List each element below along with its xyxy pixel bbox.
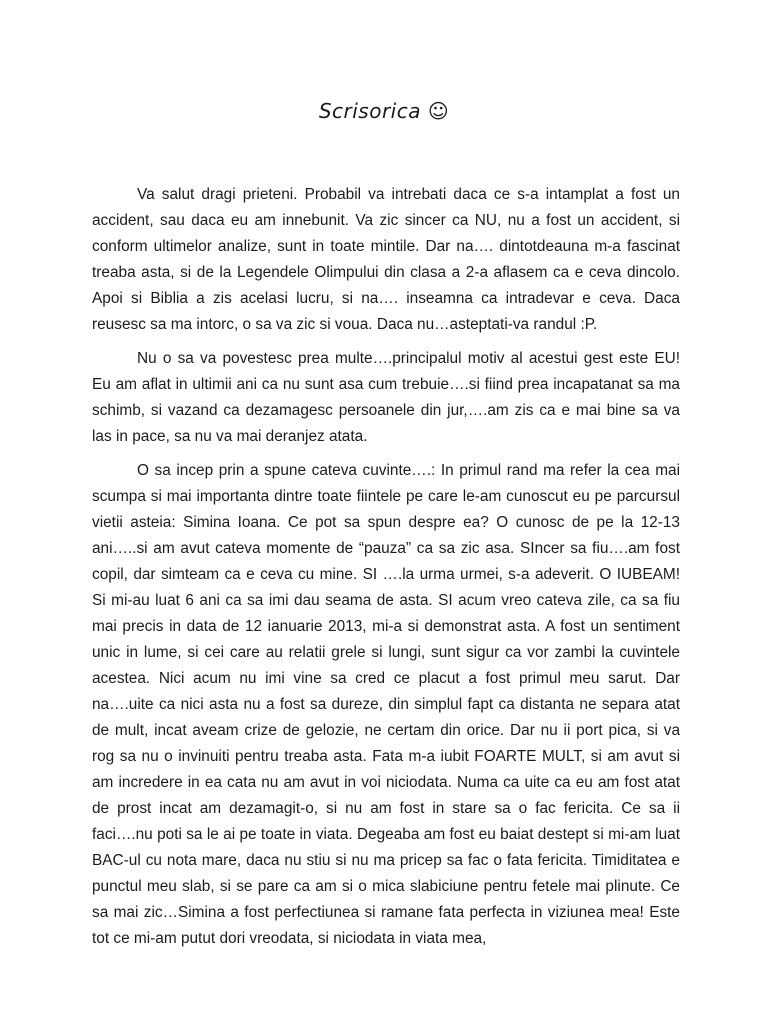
paragraph-2: Nu o sa va povestesc prea multe….principalul motiv al acestui gest este EU! Eu am aflat in ultimii ani ca nu sunt asa cum trebuie….si fiind prea incapatanat sa ma schimb, si vazand ca dezamagesc persoanele din jur,….am zis ca e mai bine sa va las in pace, sa nu va mai deranjez atata. <box>92 350 680 445</box>
document-body <box>92 182 680 952</box>
paragraph-3: O sa incep prin a spune cateva cuvinte….: In primul rand ma refer la cea mai scumpa si mai importanta dintre toate fiintele pe care le-am cunoscut eu pe parcursul vietii asteia: Simina Ioana. Ce pot sa spun despre ea? O cunosc de pe la 12-13 ani…..si am avut cateva momente de “pauza” ca sa zic asa. SIncer sa fiu….am fost copil, dar simteam ca e ceva cu mine. SI ….la urma urmei, s-a adeverit. O IUBEAM! Si mi-au luat 6 ani ca sa imi dau seama de asta. SI acum vreo cateva zile, ca sa fiu mai precis in data de 12 ianuarie 2013, mi-a si demonstrat asta. A fost un sentiment unic in lume, si cei care au relatii grele si lungi, sunt sigur ca vor zambi la cuvintele acestea. Nici acum nu imi vine sa cred ce placut a fost primul meu sarut. Dar na….uite ca nici asta nu a fost sa dureze, din simplul fapt ca distanta ne separa atat de mult, incat aveam crize de gelozie, ne certam din orice. Dar nu ii port pica, si va rog sa nu o invinuiti pentru treaba asta. Fata m-a iubit FOARTE MULT, si am avut si am incredere in ea cata nu am avut in voi niciodata. Numa ca uite ca eu am fost atat de prost incat am dezamagit-o, si nu am fost in stare sa o fac fericita. Ce sa ii faci….nu poti sa le ai pe toate in viata. Degeaba am fost eu baiat destept si mi-am luat BAC-ul cu nota mare, daca nu stiu si nu ma pricep sa fac o fata fericita. Timiditatea e punctul meu slab, si se pare ca am si o mica slabiciune pentru fetele mai plinute. Ce sa mai zic…Simina a fost perfectiunea si ramane fata perfecta in viziunea mea! Este tot ce mi-am putut dori vreodata, si niciodata in viata mea, <box>92 462 680 947</box>
document-title: Scrisorica ☺ <box>318 99 450 123</box>
paragraph-1: Va salut dragi prieteni. Probabil va intrebati daca ce s-a intamplat a fost un accident, sau daca eu am innebunit. Va zic sincer ca NU, nu a fost un accident, si conform ultimelor analize, sunt in toate mintile. Dar na…. dintotdeauna m-a fascinat treaba asta, si de la Legendele Olimpului din clasa a 2-a aflasem ca e ceva dincolo. Apoi si Biblia a zis acelasi lucru, si na…. inseamna ca intradevar e ceva. Daca reusesc sa ma intorc, o sa va zic si voua. Daca nu…asteptati-va randul :P. <box>92 186 680 333</box>
